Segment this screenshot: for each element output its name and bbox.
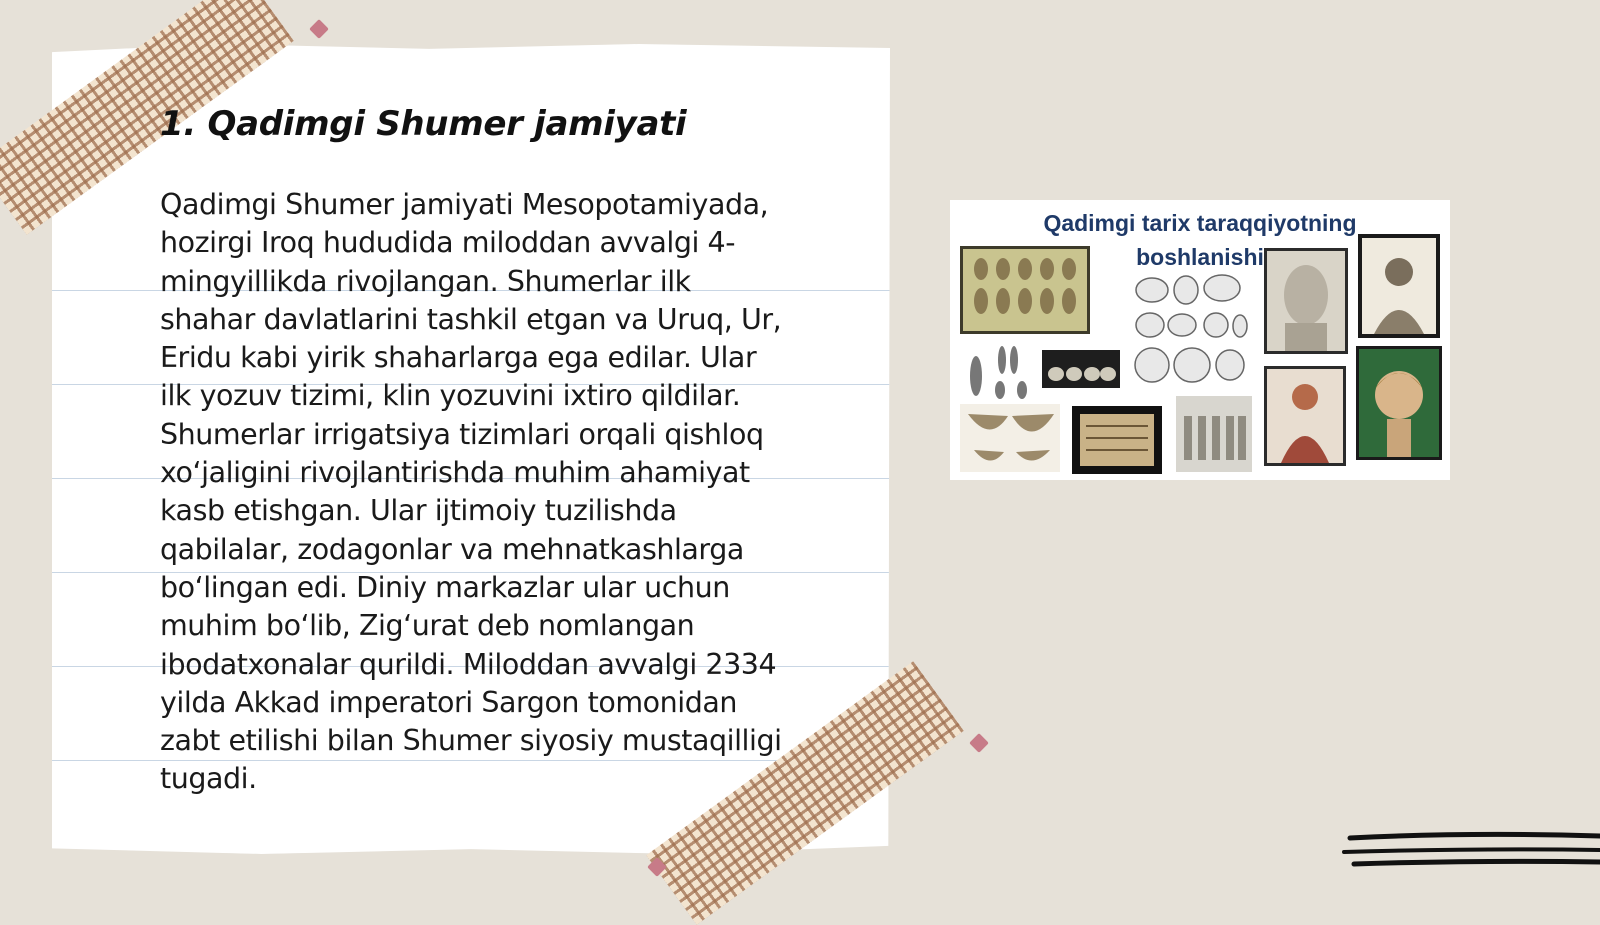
necklace-drawing [960,404,1060,472]
shells-picture [1042,350,1120,388]
scholar-drawing [1362,238,1436,334]
bust-drawing [1267,251,1345,351]
stone-tools-picture [960,246,1090,334]
bone-tools-picture [962,340,1032,402]
alexander-portrait-picture [1356,346,1442,460]
tape-corner-accent [969,733,989,753]
stone-tools-drawing [963,249,1087,331]
slide-heading: 1. Qadimgi Shumer jamiyati [160,104,687,144]
portrait-drawing [1359,349,1439,457]
decorative-brush-lines [1340,830,1600,880]
relief-carving-picture [1176,396,1252,472]
ancient-bust-picture [1264,248,1348,354]
tape-corner-accent [309,19,329,39]
clay-tablet-picture [1072,406,1162,474]
slide-body-text: Qadimgi Shumer jamiyati Mesopotamiyada, hozirgi Iroq hududida miloddan avvalgi 4- mingyillikda rivojlangan. Shumerlar ilk shahar davlatlarini tashkil etgan va Uruq, Ur, Eridu kabi yirik shaharlarga ega edilar. Ular ilk yozuv tizimi, klin yozuvini ixtiro qildilar. Shumerlar irrigatsiya tizimlari orqali qishloq xo‘jaligini rivojlantirishda muhim ahamiyat kasb etishgan. Ular ijtimoiy tuzilishda qabilalar, zodagonlar va mehnatkashlarga bo‘lingan edi. Diniy markazlar ular uchun muhim bo‘lib, Zig‘urat deb nomlangan ibodatxonalar qurildi. Miloddan avvalgi 2334 yilda Akkad imperatori Sargon tomonidan zabt etilishi bilan Shumer siyosiy mustaqilligi tugadi. [160,188,782,796]
painted-figure-picture [1264,366,1346,466]
bone-tools-drawing [962,340,1032,402]
history-collage-image [950,200,1450,480]
teeth-necklace-picture [960,404,1060,472]
flint-sketches-drawing [1130,270,1250,388]
painted-figure-drawing [1267,369,1343,463]
shells-drawing [1042,350,1120,388]
flint-sketches-picture [1130,270,1250,388]
scholar-engraving-picture [1358,234,1440,338]
relief-drawing [1176,396,1252,472]
collage-title: Qadimgi tarix taraqqiyotning boshlanishi [1043,210,1357,270]
tablet-drawing [1072,406,1162,474]
